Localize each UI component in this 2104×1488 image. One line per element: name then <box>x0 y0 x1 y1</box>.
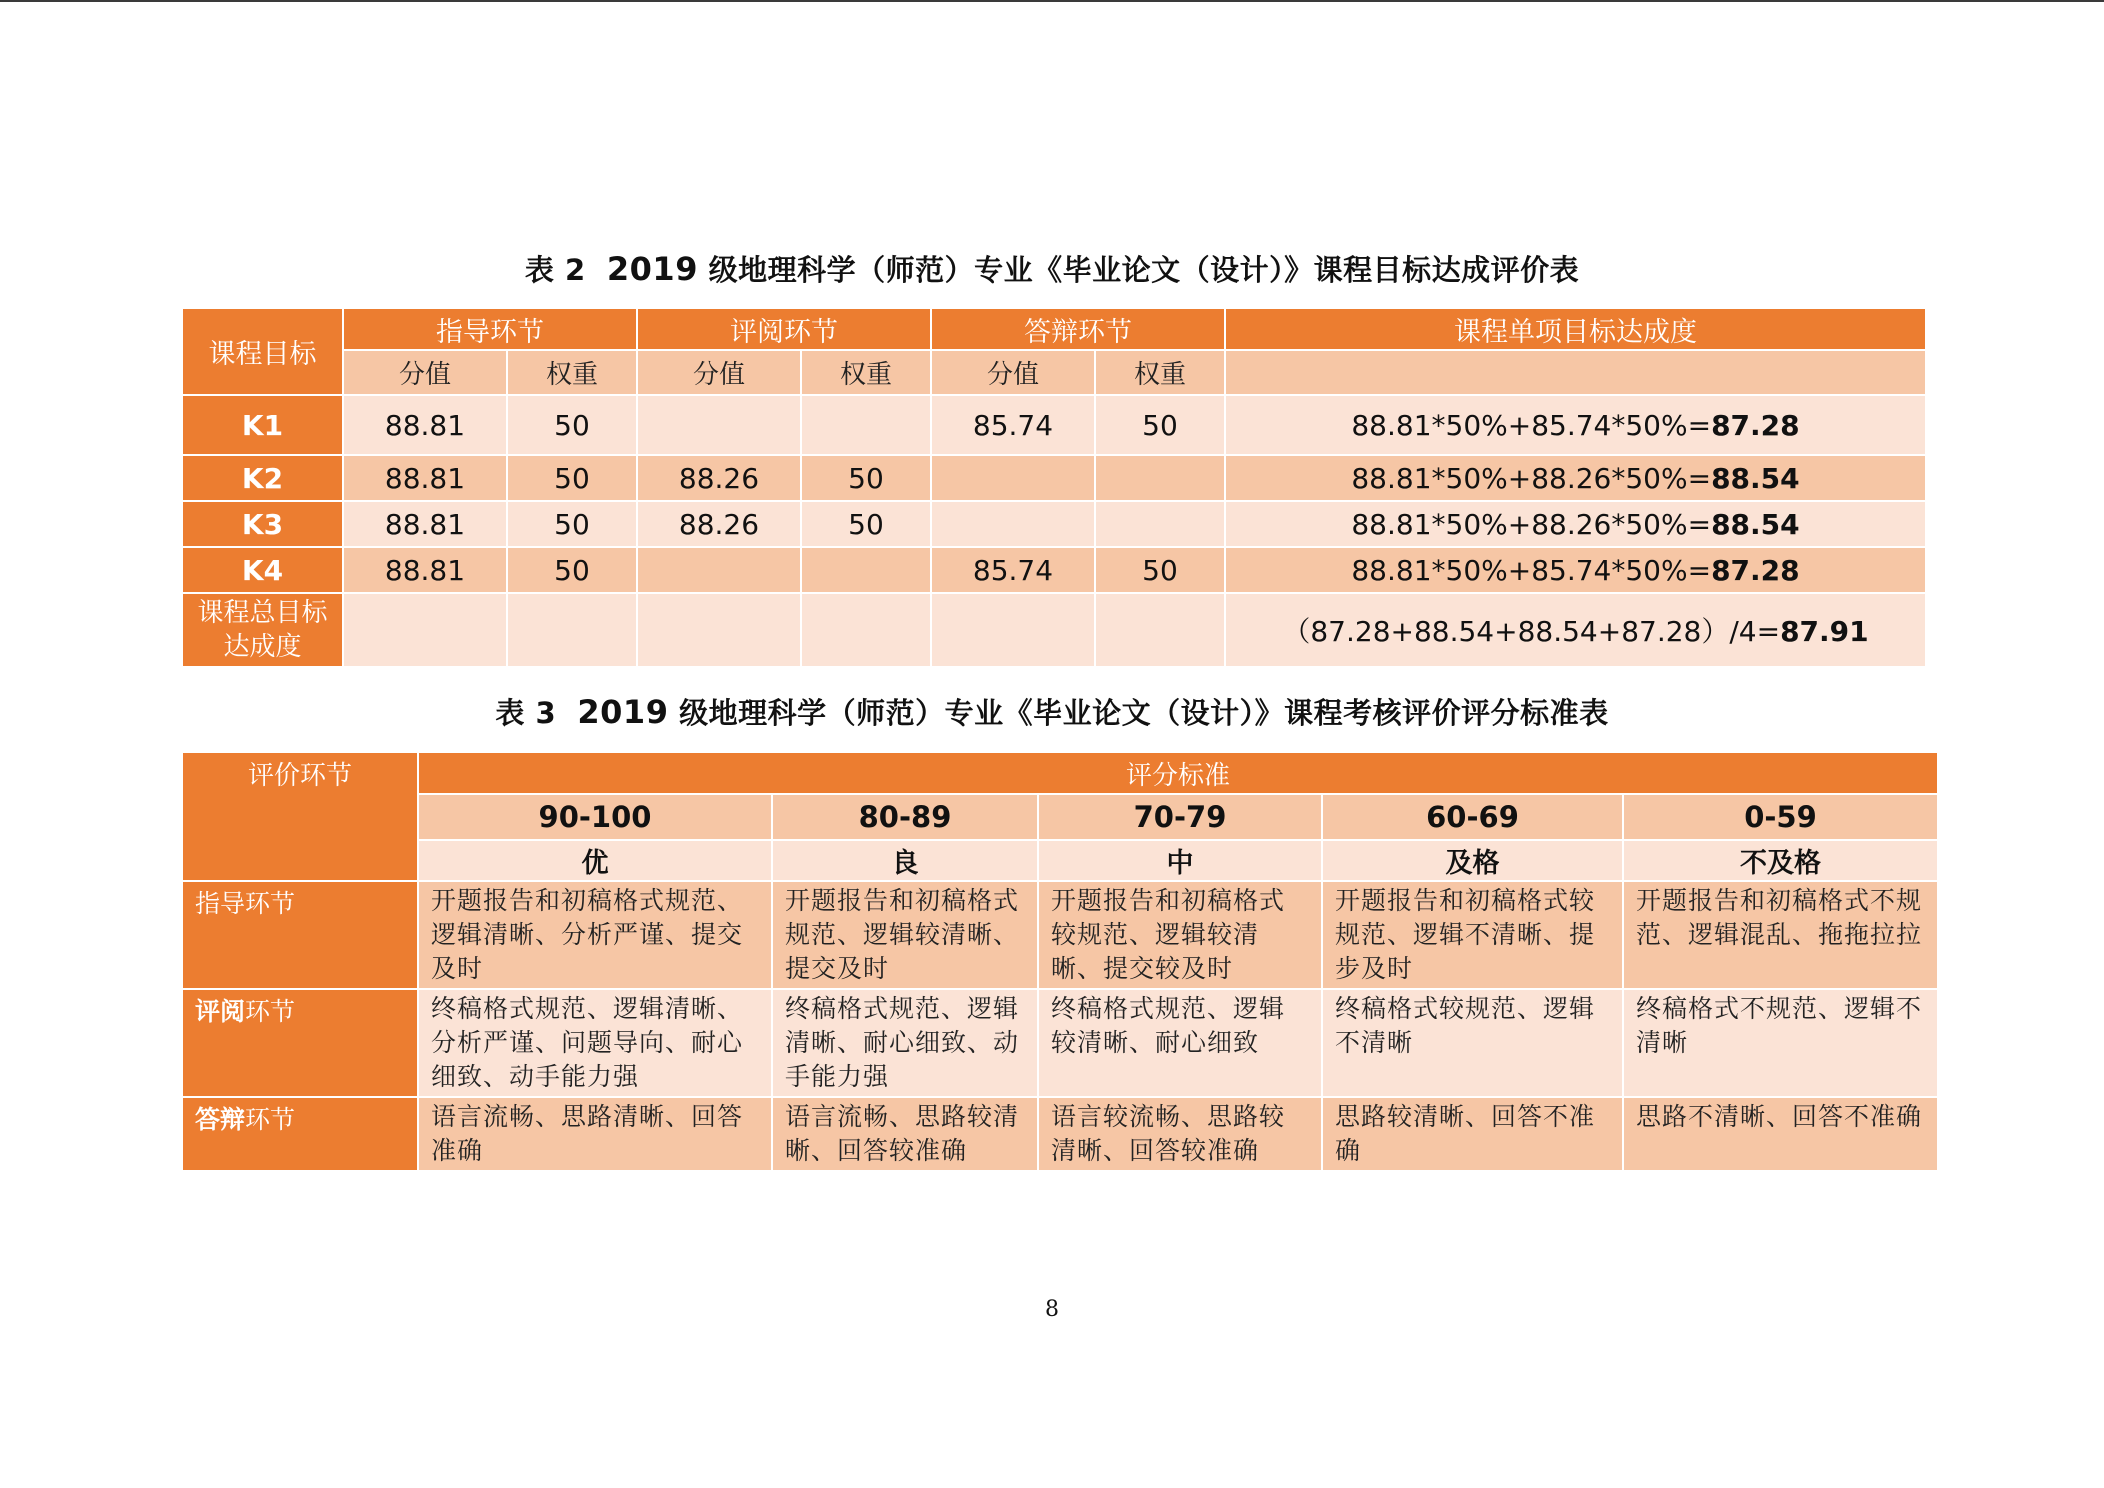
grade-level: 不及格 <box>1623 840 1938 881</box>
header-review: 评阅环节 <box>637 308 931 350</box>
cell-value <box>801 547 931 593</box>
cell-value: 50 <box>507 395 637 455</box>
grade-level: 优 <box>418 840 772 881</box>
formula-result: 87.28 <box>1711 553 1800 587</box>
formula-result: 88.54 <box>1711 507 1800 541</box>
criteria-cell: 语言较流畅、思路较清晰、回答较准确 <box>1038 1097 1322 1171</box>
table-row <box>182 501 1926 547</box>
grade-level: 中 <box>1038 840 1322 881</box>
stage-guidance <box>182 881 418 989</box>
cell-empty <box>343 593 507 667</box>
criteria-cell: 开题报告和初稿格式规范、逻辑较清晰、提交及时 <box>772 881 1038 989</box>
cell-empty <box>801 593 931 667</box>
cell-value: 88.26 <box>637 455 801 501</box>
criteria-cell: 开题报告和初稿格式较规范、逻辑较清晰、提交较及时 <box>1038 881 1322 989</box>
stage-name-b: 环节 <box>245 997 296 1026</box>
stage-name-a: 指导 <box>195 889 246 918</box>
cell-value: 50 <box>801 501 931 547</box>
cell-value: 88.26 <box>637 501 801 547</box>
cell-value: 88.81 <box>343 455 507 501</box>
cell-value <box>637 395 801 455</box>
table-row <box>182 455 1926 501</box>
grade-range: 80-89 <box>772 794 1038 840</box>
cell-empty <box>931 593 1095 667</box>
table-row-total <box>182 593 1926 667</box>
criteria-cell: 思路较清晰、回答不准确 <box>1322 1097 1623 1171</box>
attainment-formula <box>1225 455 1926 501</box>
criteria-cell: 终稿格式较规范、逻辑不清晰 <box>1322 989 1623 1097</box>
table-row <box>182 395 1926 455</box>
table-row <box>182 547 1926 593</box>
grade-range: 90-100 <box>418 794 772 840</box>
criteria-cell: 开题报告和初稿格式不规范、逻辑混乱、拖拖拉拉 <box>1623 881 1938 989</box>
formula-result: 88.54 <box>1711 461 1800 495</box>
cell-value: 50 <box>801 455 931 501</box>
table3-caption-text: 级地理科学（师范）专业《毕业论文（设计）》课程考核评价评分标准表 <box>679 696 1609 730</box>
table2-caption-text: 级地理科学（师范）专业《毕业论文（设计）》课程目标达成评价表 <box>708 253 1580 287</box>
total-formula <box>1225 593 1926 667</box>
grade-level: 良 <box>772 840 1038 881</box>
table-row <box>182 881 1938 989</box>
cell-value: 50 <box>507 547 637 593</box>
total-formula-result: 87.91 <box>1780 615 1869 648</box>
cell-value: 88.81 <box>343 395 507 455</box>
formula-text: 88.81*50%+85.74*50%= <box>1351 553 1712 587</box>
cell-value: 88.81 <box>343 501 507 547</box>
grade-level: 及格 <box>1322 840 1623 881</box>
formula-text: 88.81*50%+88.26*50%= <box>1351 461 1712 495</box>
cell-value: 50 <box>507 455 637 501</box>
criteria-cell: 语言流畅、思路清晰、回答准确 <box>418 1097 772 1171</box>
header-guidance-score: 分值 <box>343 350 507 395</box>
cell-empty <box>1095 593 1225 667</box>
criteria-cell: 终稿格式规范、逻辑较清晰、耐心细致 <box>1038 989 1322 1097</box>
page-number: 8 <box>1045 1297 1059 1322</box>
header-guidance-weight: 权重 <box>507 350 637 395</box>
cell-value: 50 <box>507 501 637 547</box>
cell-value: 85.74 <box>931 547 1095 593</box>
header-attainment-blank <box>1225 350 1926 395</box>
total-label <box>182 593 343 667</box>
attainment-formula <box>1225 395 1926 455</box>
header-guidance: 指导环节 <box>343 308 637 350</box>
row-k1-label: K1 <box>182 395 343 455</box>
cell-value <box>1095 501 1225 547</box>
criteria-cell: 语言流畅、思路较清晰、回答较准确 <box>772 1097 1038 1171</box>
cell-empty <box>507 593 637 667</box>
stage-name-b: 环节 <box>245 1105 296 1134</box>
criteria-cell: 终稿格式规范、逻辑清晰、耐心细致、动手能力强 <box>772 989 1038 1097</box>
criteria-cell: 思路不清晰、回答不准确 <box>1623 1097 1938 1171</box>
criteria-cell: 开题报告和初稿格式较规范、逻辑不清晰、提步及时 <box>1322 881 1623 989</box>
stage-name-a: 答辩 <box>195 1105 246 1134</box>
cell-value <box>1095 455 1225 501</box>
formula-text: 88.81*50%+88.26*50%= <box>1351 507 1712 541</box>
cell-value: 50 <box>1095 547 1225 593</box>
stage-name-a: 评阅 <box>195 997 246 1026</box>
total-formula-text: （87.28+88.54+88.54+87.28）/4= <box>1282 615 1781 648</box>
grade-range: 0-59 <box>1623 794 1938 840</box>
stage-defense <box>182 1097 418 1171</box>
cell-value: 50 <box>1095 395 1225 455</box>
criteria-cell: 终稿格式不规范、逻辑不清晰 <box>1623 989 1938 1097</box>
grade-range: 60-69 <box>1322 794 1623 840</box>
header-defense-weight: 权重 <box>1095 350 1225 395</box>
table2-caption-label: 表 2 <box>524 253 586 287</box>
table3-caption-year: 2019 <box>577 693 669 731</box>
criteria-cell: 开题报告和初稿格式规范、逻辑清晰、分析严谨、提交及时 <box>418 881 772 989</box>
table3-caption-label: 表 3 <box>495 696 557 730</box>
grading-criteria-table <box>181 751 1939 1172</box>
cell-value <box>637 547 801 593</box>
formula-text: 88.81*50%+85.74*50%= <box>1351 408 1712 442</box>
row-k4-label: K4 <box>182 547 343 593</box>
cell-value: 85.74 <box>931 395 1095 455</box>
criteria-cell: 终稿格式规范、逻辑清晰、分析严谨、问题导向、耐心细致、动手能力强 <box>418 989 772 1097</box>
formula-result: 87.28 <box>1711 408 1800 442</box>
header-review-score: 分值 <box>637 350 801 395</box>
cell-empty <box>637 593 801 667</box>
cell-value <box>801 395 931 455</box>
row-k2-label: K2 <box>182 455 343 501</box>
grade-range: 70-79 <box>1038 794 1322 840</box>
attainment-formula <box>1225 547 1926 593</box>
header-criteria: 评分标准 <box>418 752 1938 794</box>
header-attainment: 课程单项目标达成度 <box>1225 308 1926 350</box>
table3-caption <box>0 691 2104 732</box>
cell-value <box>931 501 1095 547</box>
total-label-line2: 达成度 <box>223 632 302 662</box>
total-label-line1: 课程总目标 <box>197 598 328 628</box>
stage-review <box>182 989 418 1097</box>
header-review-weight: 权重 <box>801 350 931 395</box>
cell-value: 88.81 <box>343 547 507 593</box>
table-row <box>182 989 1938 1097</box>
page-top-border <box>0 0 2104 2</box>
table-row <box>182 1097 1938 1171</box>
table2-caption <box>0 248 2104 289</box>
header-defense: 答辩环节 <box>931 308 1225 350</box>
header-stage: 评价环节 <box>182 752 418 881</box>
cell-value <box>931 455 1095 501</box>
stage-name-b: 环节 <box>245 889 296 918</box>
table2-caption-year: 2019 <box>606 250 698 288</box>
header-defense-score: 分值 <box>931 350 1095 395</box>
attainment-formula <box>1225 501 1926 547</box>
header-objective: 课程目标 <box>182 308 343 395</box>
row-k3-label: K3 <box>182 501 343 547</box>
course-objective-attainment-table <box>181 307 1927 668</box>
